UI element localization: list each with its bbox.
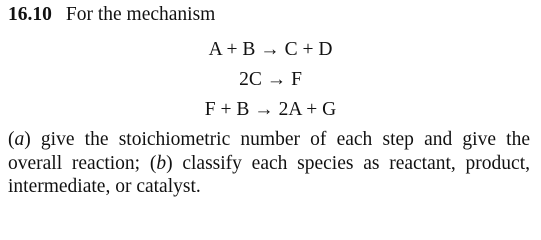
part-a-label: a <box>14 129 25 150</box>
problem-heading <box>8 3 215 27</box>
mechanism-step-3: F + B → 2A + G <box>204 99 337 120</box>
problem-number: 16.10 <box>8 4 52 25</box>
mechanism-step-2: 2C → F <box>239 69 302 90</box>
part-b-label: b <box>156 152 167 174</box>
question-text: (a) give the stoichiometric number of each step and give the overall reaction; (b) classify each species as reactant, product, intermediate, or catalyst. <box>8 129 530 197</box>
part-b-text: classify each species as reactant, product, intermediate, or catalyst. <box>8 152 530 197</box>
problem-title: For the mechanism <box>65 4 216 25</box>
mechanism-step-1: A + B → C + D <box>208 39 333 60</box>
part-a-text: give the stoichiometric number of each step and give the overall reaction; <box>8 129 530 174</box>
